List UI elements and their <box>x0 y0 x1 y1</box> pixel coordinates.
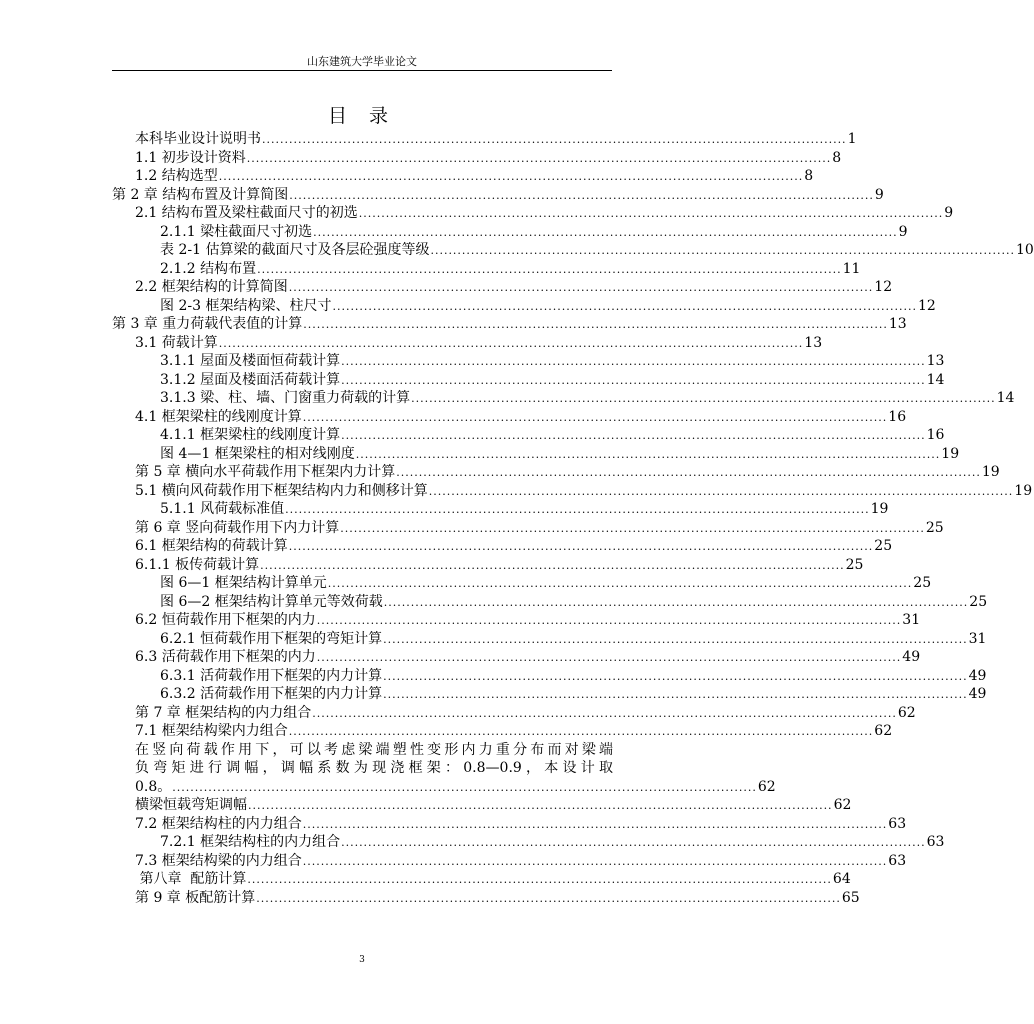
toc-label: 5.1 横向风荷载作用下框架结构内力和侧移计算 <box>135 482 428 499</box>
dot-leader: .................................................................................................................................. <box>288 725 874 738</box>
toc-page: 8 <box>832 149 842 166</box>
dot-leader: .................................................................................................................................. <box>313 225 898 239</box>
toc-label: 表 2-1 估算梁的截面尺寸及各层砼强度等级 <box>160 242 430 258</box>
dot-leader: .................................................................................................................................. <box>262 133 847 146</box>
toc-label: 图 2-3 框架结构梁、柱尺寸 <box>160 297 332 314</box>
toc-label: 4.1 框架梁柱的线刚度计算 <box>135 408 302 425</box>
toc-entry[interactable] <box>0 260 861 279</box>
toc-page: 62 <box>897 704 916 721</box>
toc-entry[interactable] <box>0 722 893 741</box>
dot-leader: .................................................................................................................................. <box>288 540 874 553</box>
toc-entry[interactable] <box>0 149 842 168</box>
toc-page: 25 <box>845 556 864 573</box>
toc-page: 9 <box>874 186 884 203</box>
toc-entry[interactable] <box>0 667 987 686</box>
toc-entry[interactable] <box>0 463 1000 482</box>
toc-entry[interactable] <box>0 241 1034 260</box>
toc-entry[interactable] <box>0 389 1015 408</box>
toc-entry[interactable] <box>0 204 954 223</box>
toc-label: 6.1 框架结构的荷载计算 <box>135 538 288 554</box>
toc-page: 9 <box>944 205 954 221</box>
dot-leader: .................................................................................................................................. <box>358 207 944 220</box>
toc-entry[interactable] <box>0 574 932 593</box>
dot-leader: .................................................................................................................................. <box>316 651 902 664</box>
toc-entry[interactable] <box>0 167 814 186</box>
toc-entry[interactable] <box>0 334 823 353</box>
toc-page: 62 <box>833 797 852 813</box>
toc-entry[interactable] <box>0 130 857 149</box>
toc-page: 65 <box>841 889 860 906</box>
toc-label: 图 6—2 框架结构计算单元等效荷载 <box>160 593 383 610</box>
dot-leader: .................................................................................................................................. <box>289 188 874 202</box>
toc-entry[interactable] <box>0 371 945 390</box>
dot-leader: .................................................................................................................................. <box>341 373 926 387</box>
dot-leader: .................................................................................................................................. <box>430 244 1016 257</box>
dot-leader: .................................................................................................................................. <box>383 595 969 609</box>
dot-leader: .................................................................................................................................. <box>341 429 926 442</box>
toc-page: 10 <box>1016 242 1034 258</box>
toc-entry[interactable] <box>0 186 884 205</box>
toc-entry[interactable] <box>0 685 987 704</box>
toc-label: 第 2 章 结构布置及计算简图 <box>112 186 289 203</box>
toc-page: 49 <box>968 667 987 684</box>
dot-leader: .................................................................................................................................. <box>218 336 804 350</box>
header-rule <box>112 70 612 71</box>
toc-page: 63 <box>888 815 907 832</box>
toc-page: 63 <box>888 852 907 869</box>
toc-page: 9 <box>898 223 908 240</box>
toc-page: 25 <box>925 519 944 536</box>
toc-label: 第 7 章 框架结构的内力组合 <box>135 704 312 721</box>
toc-page: 13 <box>888 316 907 332</box>
paragraph-line: 在竖向荷载作用下，可以考虑梁端塑性变形内力重分布而对梁端 <box>135 741 613 758</box>
toc-entry[interactable] <box>0 833 945 852</box>
dot-leader: .................................................................................................................................. <box>428 484 1014 498</box>
dot-leader: .................................................................................................................................. <box>218 170 804 183</box>
toc-label: 7.3 框架结构梁的内力组合 <box>135 852 302 869</box>
toc-label: 2.1 结构布置及梁柱截面尺寸的初选 <box>135 205 358 221</box>
dot-leader: .................................................................................................................................. <box>260 558 845 572</box>
toc-entry[interactable] <box>0 593 988 612</box>
dot-leader: .................................................................................................................................. <box>257 262 842 276</box>
toc-entry[interactable] <box>0 648 921 667</box>
toc-label: 第 5 章 横向水平荷载作用下框架内力计算 <box>135 464 396 480</box>
toc-entry[interactable] <box>0 630 987 649</box>
running-header: 山东建筑大学毕业论文 <box>307 55 417 68</box>
toc-title: 目 录 <box>327 105 397 127</box>
dot-leader: .................................................................................................................................. <box>341 355 926 368</box>
dot-leader: .................................................................................................................................. <box>285 503 870 516</box>
toc-page: 63 <box>926 834 945 850</box>
toc-entry[interactable] <box>0 500 889 519</box>
toc-label: 2.2 框架结构的计算简图 <box>135 279 288 295</box>
table-of-contents <box>0 130 1034 907</box>
dot-leader: .................................................................................................................................. <box>172 780 757 794</box>
toc-page: 25 <box>913 575 932 591</box>
toc-page: 12 <box>918 297 936 314</box>
toc-page: 14 <box>926 371 945 388</box>
toc-label: 5.1.1 风荷载标准值 <box>160 501 285 517</box>
toc-label: 1.1 初步设计资料 <box>135 149 246 166</box>
paragraph-line: 负弯矩进行调幅，调幅系数为现浇框架：0.8—0.9，本设计取 <box>135 760 613 776</box>
toc-entry[interactable] <box>0 556 864 575</box>
dot-leader: .................................................................................................................................. <box>247 873 832 886</box>
toc-label: 3.1 荷载计算 <box>135 334 218 351</box>
toc-label: 6.2.1 恒荷载作用下框架的弯矩计算 <box>160 630 383 647</box>
dot-leader: .................................................................................................................................. <box>327 577 913 590</box>
toc-entry[interactable] <box>0 278 893 297</box>
toc-page: 64 <box>832 871 851 887</box>
toc-entry[interactable] <box>0 815 907 834</box>
toc-label: 第 3 章 重力荷载代表值的计算 <box>112 316 303 332</box>
toc-page: 19 <box>981 464 1000 480</box>
toc-label: 第 9 章 板配筋计算 <box>135 889 256 906</box>
toc-label: 7.1 框架结构梁内力组合 <box>135 723 288 739</box>
toc-page: 14 <box>996 390 1015 406</box>
toc-page: 11 <box>842 260 861 277</box>
dot-leader: .................................................................................................................................. <box>316 614 902 627</box>
dot-leader: .................................................................................................................................. <box>340 521 925 535</box>
toc-page: 13 <box>804 334 823 351</box>
toc-page: 8 <box>804 168 814 184</box>
toc-entry[interactable] <box>0 408 907 427</box>
toc-page: 19 <box>1014 482 1033 499</box>
toc-page: 62 <box>874 723 893 739</box>
toc-page: 13 <box>926 353 945 369</box>
toc-page: 19 <box>870 501 889 517</box>
toc-entry[interactable] <box>0 519 944 538</box>
toc-page: 19 <box>941 445 960 462</box>
dot-leader: .................................................................................................................................. <box>246 151 832 165</box>
dot-leader: .................................................................................................................................. <box>288 281 874 294</box>
toc-label: 6.1.1 板传荷载计算 <box>135 556 260 573</box>
dot-leader: .................................................................................................................................. <box>302 817 888 831</box>
toc-entry[interactable] <box>0 852 907 871</box>
toc-entry[interactable] <box>0 704 916 723</box>
toc-label: 6.3 活荷载作用下框架的内力 <box>135 649 316 665</box>
dot-leader: .................................................................................................................................. <box>383 688 968 701</box>
toc-entry[interactable] <box>0 297 936 316</box>
dot-leader: .................................................................................................................................. <box>248 799 833 812</box>
toc-label: 1.2 结构选型 <box>135 168 218 184</box>
toc-page: 31 <box>968 630 987 647</box>
toc-label: 图 4—1 框架梁柱的相对线刚度 <box>160 445 355 462</box>
toc-label: 图 6—1 框架结构计算单元 <box>160 575 327 591</box>
toc-entry[interactable] <box>0 482 1033 501</box>
toc-label: 7.2 框架结构柱的内力组合 <box>135 815 302 832</box>
toc-page: 49 <box>902 649 921 665</box>
toc-entry[interactable] <box>0 889 860 908</box>
toc-entry[interactable] <box>0 315 907 334</box>
toc-label: 7.2.1 框架结构柱的内力组合 <box>160 834 341 850</box>
toc-page: 31 <box>902 612 921 628</box>
toc-label: 第八章 配筋计算 <box>135 871 247 887</box>
toc-label: 第 6 章 竖向荷载作用下内力计算 <box>135 519 340 536</box>
dot-leader: .................................................................................................................................. <box>302 854 888 868</box>
toc-label: 本科毕业设计说明书 <box>135 131 261 147</box>
toc-page: 16 <box>926 427 945 443</box>
toc-label: 6.2 恒荷载作用下框架的内力 <box>135 612 316 628</box>
page-number: 3 <box>359 955 365 965</box>
toc-entry[interactable] <box>0 445 960 464</box>
dot-leader: .................................................................................................................................. <box>341 836 926 849</box>
toc-entry[interactable] <box>0 537 893 556</box>
dot-leader: .................................................................................................................................. <box>383 632 968 646</box>
toc-label: 3.1.1 屋面及楼面恒荷载计算 <box>160 353 341 369</box>
dot-leader: .................................................................................................................................. <box>383 669 968 683</box>
toc-page: 1 <box>847 131 857 147</box>
toc-label: 2.1.1 梁柱截面尺寸初选 <box>160 223 313 240</box>
toc-page: 12 <box>874 279 893 295</box>
dot-leader: .................................................................................................................................. <box>411 392 996 405</box>
toc-label: 3.1.3 梁、柱、墙、门窗重力荷载的计算 <box>160 390 411 406</box>
toc-page: 49 <box>968 686 987 702</box>
toc-entry[interactable] <box>0 870 851 889</box>
toc-entry[interactable] <box>0 426 945 445</box>
toc-page: 16 <box>888 408 907 425</box>
dot-leader: .................................................................................................................................. <box>303 318 888 331</box>
toc-page: 25 <box>969 593 988 610</box>
toc-page: 62 <box>757 778 776 795</box>
toc-entry[interactable] <box>0 611 921 630</box>
toc-entry[interactable] <box>0 352 945 371</box>
dot-leader: .................................................................................................................................. <box>396 466 981 479</box>
dot-leader: .................................................................................................................................. <box>302 410 888 424</box>
toc-label: 6.3.2 活荷载作用下框架的内力计算 <box>160 686 383 702</box>
toc-label: 6.3.1 活荷载作用下框架的内力计算 <box>160 667 383 684</box>
dot-leader: .................................................................................................................................. <box>256 891 841 905</box>
dot-leader: .................................................................................................................................. <box>312 706 897 720</box>
toc-entry[interactable] <box>0 223 908 242</box>
toc-paragraph-entry[interactable] <box>0 741 776 797</box>
paragraph-line: 0.8。 <box>135 778 172 795</box>
toc-page: 25 <box>874 538 893 554</box>
dot-leader: .................................................................................................................................. <box>355 447 941 461</box>
dot-leader: .................................................................................................................................. <box>332 299 918 313</box>
toc-label: 3.1.2 屋面及楼面活荷载计算 <box>160 371 341 388</box>
toc-label: 2.1.2 结构布置 <box>160 260 257 277</box>
toc-entry[interactable] <box>0 796 852 815</box>
toc-label: 4.1.1 框架梁柱的线刚度计算 <box>160 427 341 443</box>
toc-label: 横梁恒载弯矩调幅 <box>135 797 247 813</box>
